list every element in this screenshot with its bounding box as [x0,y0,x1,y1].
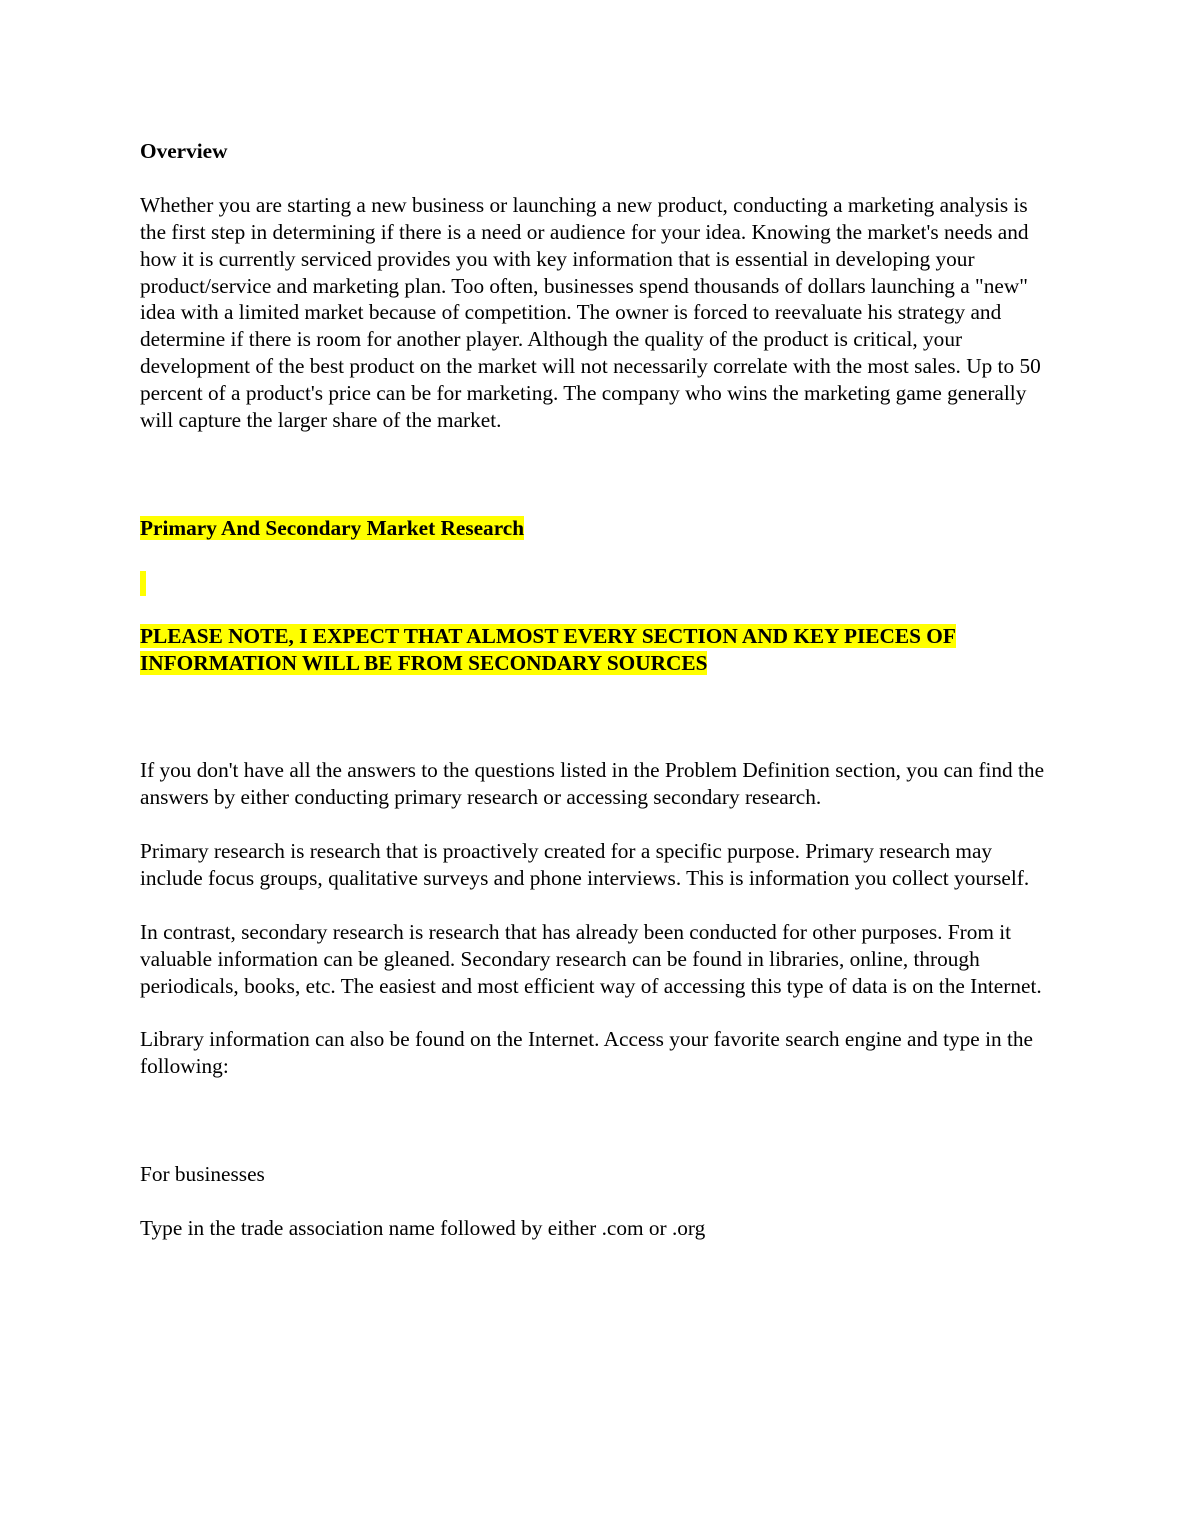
note-line-1: PLEASE NOTE, I EXPECT THAT ALMOST EVERY SECTION AND KEY PIECES OF [140,623,956,648]
secondary-sources-note [140,623,1045,677]
primary-research-paragraph: Primary research is research that is proactively created for a specific purpose. Primary research may include focus groups, qualitative surveys and phone interviews. This is information you collect yourself. [140,839,1030,891]
trade-association-line: Type in the trade association name followed by either .com or .org [140,1215,706,1240]
library-paragraph: Library information can also be found on the Internet. Access your favorite search engine and type in the following: [140,1027,1033,1079]
overview-heading: Overview [140,139,228,163]
secondary-research-paragraph: In contrast, secondary research is research that has already been conducted for other purposes. From it valuable information can be gleaned. Secondary research can be found in libraries, online, through periodicals, books, etc. The easiest and most efficient way of accessing this type of data is on the Internet. [140,919,1042,998]
answers-paragraph: If you don't have all the answers to the questions listed in the Problem Definition section, you can find the answers by either conducting primary research or accessing secondary research. [140,758,1045,810]
note-line-2: INFORMATION WILL BE FROM SECONDARY SOURCES [140,650,708,675]
document-page [140,138,1045,1242]
research-heading: Primary And Secondary Market Research [140,515,525,540]
overview-paragraph: Whether you are starting a new business or launching a new product, conducting a marketing analysis is the first step in determining if there is a need or audience for your idea. Knowing the market's needs and how it is currently serviced provides you with key information that is essential in developing your product/service and marketing plan. Too often, businesses spend thousands of dollars launching a "new" idea with a limited market because of competition. The owner is forced to reevaluate his strategy and determine if there is room for another player. Although the quality of the product is critical, your development of the best product on the market will not necessarily correlate with the most sales. Up to 50 percent of a product's price can be for marketing. The company who wins the marketing game generally will capture the larger share of the market. [140,192,1041,433]
for-businesses-line: For businesses [140,1161,265,1186]
empty-highlight-line [140,568,1045,596]
highlight-marker [140,571,146,596]
research-heading-line [140,515,1045,542]
